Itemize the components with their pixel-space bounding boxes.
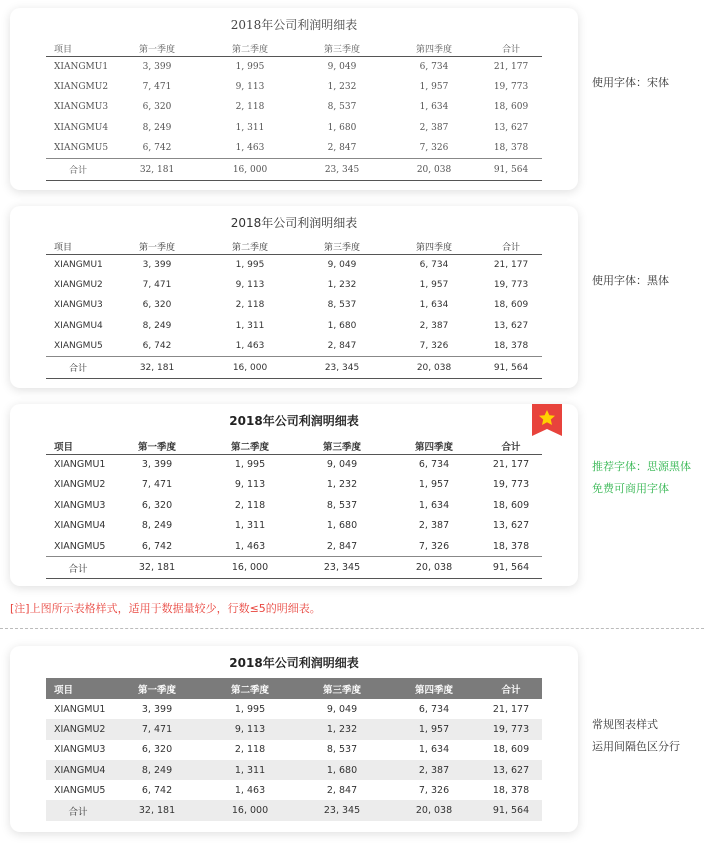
cell-value: 13, 627 (492, 520, 530, 532)
column-header: 合计 (501, 684, 521, 696)
table-row (46, 254, 542, 275)
cell-value: 7, 326 (418, 540, 450, 552)
row-label: XIANGMU3 (54, 499, 106, 511)
free-commercial-line: 免费可商用字体 (592, 482, 669, 495)
table-row (46, 118, 542, 139)
cell-value: 13, 627 (493, 320, 529, 331)
table-row (46, 780, 542, 800)
cell-value: 19, 773 (492, 479, 530, 491)
total-value: 16, 000 (231, 562, 269, 573)
total-value: 91, 564 (493, 164, 529, 175)
column-header: 项目 (54, 441, 74, 453)
cell-value: 2, 387 (418, 764, 450, 776)
total-value: 32, 181 (139, 362, 175, 373)
row-label: XIANGMU2 (54, 479, 106, 491)
column-header: 第三季度 (322, 441, 361, 453)
cell-value: 2, 118 (234, 744, 266, 756)
total-label: 合计 (68, 806, 88, 818)
column-header: 第四季度 (414, 441, 453, 453)
cell-value: 2, 847 (326, 784, 358, 796)
total-label: 合计 (68, 166, 87, 176)
cell-value: 6, 742 (142, 341, 172, 351)
cell-value: 18, 378 (492, 784, 530, 796)
total-value: 32, 181 (138, 562, 176, 573)
total-label: 合计 (68, 364, 87, 374)
total-value: 20, 038 (416, 164, 452, 175)
cell-value: 1, 680 (327, 320, 357, 331)
cell-value: 6, 320 (142, 300, 172, 311)
cell-value: 18, 609 (492, 499, 530, 511)
cell-value: 8, 249 (141, 520, 173, 532)
cell-value: 1, 232 (326, 479, 358, 491)
cell-value: 8, 249 (141, 764, 173, 776)
cell-value: 13, 627 (493, 122, 529, 133)
cell-value: 9, 113 (234, 723, 266, 735)
total-row (46, 800, 542, 821)
cell-value: 2, 118 (234, 499, 266, 511)
column-header: 第一季度 (137, 684, 176, 696)
cell-value: 1, 311 (234, 764, 266, 776)
total-value: 20, 038 (415, 805, 453, 817)
cell-value: 9, 049 (326, 703, 358, 715)
row-label: XIANGMU4 (54, 764, 106, 776)
header-row (46, 240, 542, 254)
cell-value: 1, 957 (419, 279, 449, 290)
cell-value: 6, 742 (141, 540, 173, 552)
table-title: 2018年公司利润明细表 (229, 656, 359, 670)
cell-value: 8, 537 (327, 102, 357, 113)
cell-value: 2, 118 (235, 300, 265, 311)
cell-value: 6, 734 (419, 61, 449, 72)
table-row (46, 699, 542, 719)
cell-value: 6, 320 (142, 102, 172, 113)
column-header: 第四季度 (414, 684, 453, 696)
cell-value: 1, 957 (418, 479, 450, 491)
total-label: 合计 (68, 563, 88, 575)
cell-value: 3, 399 (142, 259, 172, 270)
cell-value: 13, 627 (492, 764, 530, 776)
cell-value: 1, 680 (327, 122, 357, 133)
cell-value: 1, 463 (234, 784, 266, 796)
column-header: 第二季度 (230, 441, 269, 453)
cell-value: 3, 399 (141, 459, 173, 470)
total-value: 23, 345 (323, 562, 361, 573)
cell-value: 1, 634 (419, 102, 449, 113)
cell-value: 1, 634 (418, 499, 450, 511)
cell-value: 9, 049 (327, 61, 357, 72)
column-header: 项目 (54, 684, 74, 696)
cell-value: 2, 847 (326, 540, 358, 552)
profit-table (46, 438, 542, 579)
cell-value: 3, 399 (142, 61, 172, 72)
cell-value: 21, 177 (492, 459, 530, 470)
cell-value: 1, 232 (327, 81, 357, 92)
total-row (46, 557, 542, 579)
table-row (46, 475, 542, 496)
cell-value: 21, 177 (493, 61, 529, 72)
cell-value: 2, 847 (327, 143, 357, 153)
column-header: 第一季度 (138, 45, 175, 56)
cell-value: 18, 609 (493, 300, 529, 311)
total-value: 16, 000 (231, 805, 269, 817)
column-header: 合计 (501, 45, 520, 56)
band-line: 运用间隔色区分行 (592, 740, 680, 753)
cell-value: 7, 471 (142, 81, 172, 92)
cell-value: 1, 463 (235, 341, 265, 351)
cell-value: 9, 049 (326, 459, 358, 470)
table-row (46, 740, 542, 760)
total-value: 32, 181 (138, 805, 176, 817)
cell-value: 1, 232 (327, 279, 357, 290)
row-label: XIANGMU1 (54, 61, 109, 72)
row-label: XIANGMU1 (54, 259, 103, 270)
cell-value: 8, 249 (142, 320, 172, 331)
table-card-banded (10, 646, 578, 832)
cell-value: 8, 249 (142, 122, 172, 133)
cell-value: 1, 634 (418, 744, 450, 756)
row-label: XIANGMU2 (54, 723, 106, 735)
total-value: 32, 181 (139, 164, 175, 175)
row-label: XIANGMU2 (54, 279, 103, 290)
cell-value: 6, 320 (141, 744, 173, 756)
table-card-songti (10, 8, 578, 190)
cell-value: 6, 742 (142, 143, 172, 153)
cell-value: 1, 463 (234, 540, 266, 552)
cell-value: 9, 113 (234, 479, 266, 491)
cell-value: 1, 463 (235, 143, 265, 153)
total-value: 23, 345 (323, 805, 361, 817)
cell-value: 8, 537 (326, 744, 358, 756)
column-header: 第四季度 (415, 45, 452, 56)
row-label: XIANGMU4 (54, 520, 106, 532)
table-row (46, 454, 542, 475)
cell-value: 6, 734 (419, 259, 449, 270)
column-header: 第二季度 (231, 243, 268, 254)
table-row (46, 516, 542, 537)
cell-value: 18, 609 (492, 744, 530, 756)
column-header: 第二季度 (231, 45, 268, 56)
row-label: XIANGMU5 (54, 540, 106, 552)
cell-value: 7, 471 (141, 479, 173, 491)
cell-value: 1, 957 (419, 81, 449, 92)
total-value: 23, 345 (324, 362, 360, 373)
cell-value: 21, 177 (492, 703, 530, 715)
row-label: XIANGMU3 (54, 300, 103, 311)
cell-value: 1, 311 (234, 520, 266, 532)
recommend-font-line: 推荐字体：思源黑体 (592, 460, 691, 473)
row-label: XIANGMU5 (54, 784, 106, 796)
cell-value: 19, 773 (493, 81, 529, 92)
font-note-heiti: 使用字体：黑体 (592, 274, 669, 287)
cell-value: 9, 113 (235, 279, 265, 290)
total-row (46, 357, 542, 379)
row-label: XIANGMU3 (54, 102, 109, 113)
cell-value: 6, 734 (418, 459, 450, 470)
cell-value: 2, 387 (419, 320, 449, 331)
table-row (46, 495, 542, 516)
star-ribbon-icon (532, 404, 562, 436)
total-value: 91, 564 (492, 562, 530, 573)
font-note-songti: 使用字体：宋体 (592, 76, 669, 89)
total-row (46, 159, 542, 181)
table-row (46, 138, 542, 159)
style-note-banded (592, 714, 680, 758)
table-row (46, 760, 542, 780)
row-label: XIANGMU4 (54, 122, 109, 133)
cell-value: 1, 680 (326, 520, 358, 532)
cell-value: 1, 957 (418, 723, 450, 735)
total-value: 91, 564 (492, 805, 530, 817)
cell-value: 1, 311 (235, 320, 265, 331)
cell-value: 7, 326 (419, 143, 449, 153)
total-value: 20, 038 (415, 562, 453, 573)
table-row (46, 97, 542, 118)
cell-value: 1, 311 (235, 122, 265, 133)
table-row (46, 56, 542, 77)
cell-value: 2, 387 (418, 520, 450, 532)
cell-value: 1, 232 (326, 723, 358, 735)
header-row (46, 678, 542, 699)
cell-value: 7, 471 (141, 723, 173, 735)
table-card-heiti (10, 206, 578, 388)
cell-value: 1, 634 (419, 300, 449, 311)
cell-value: 8, 537 (327, 300, 357, 311)
table-card-recommended (10, 404, 578, 586)
profit-table (46, 240, 542, 379)
row-label: XIANGMU3 (54, 744, 106, 756)
column-header: 第三季度 (323, 243, 360, 254)
row-label: XIANGMU4 (54, 320, 103, 331)
column-header: 项目 (54, 243, 73, 254)
row-label: XIANGMU5 (54, 143, 109, 153)
table-row (46, 316, 542, 337)
table-row (46, 336, 542, 357)
cell-value: 7, 326 (419, 341, 449, 351)
cell-value: 2, 387 (419, 122, 449, 133)
remark-text: [注]上图所示表格样式，适用于数据量较少，行数≤5的明细表。 (10, 602, 321, 615)
total-value: 16, 000 (232, 164, 268, 175)
dashed-divider (0, 628, 704, 629)
total-value: 23, 345 (324, 164, 360, 175)
cell-value: 18, 609 (493, 102, 529, 113)
total-value: 16, 000 (232, 362, 268, 373)
cell-value: 7, 471 (142, 279, 172, 290)
style-line: 常规图表样式 (592, 718, 658, 731)
cell-value: 1, 680 (326, 764, 358, 776)
column-header: 第三季度 (322, 684, 361, 696)
row-label: XIANGMU5 (54, 341, 103, 351)
row-label: XIANGMU1 (54, 703, 106, 715)
header-row (46, 438, 542, 454)
total-value: 20, 038 (416, 362, 452, 373)
cell-value: 18, 378 (493, 143, 529, 153)
table-row (46, 275, 542, 296)
cell-value: 9, 049 (327, 259, 357, 270)
cell-value: 8, 537 (326, 499, 358, 511)
profit-table (46, 678, 542, 821)
table-title: 2018年公司利润明细表 (229, 414, 359, 428)
cell-value: 1, 995 (235, 61, 265, 72)
cell-value: 19, 773 (493, 279, 529, 290)
column-header: 合计 (501, 243, 520, 254)
table-row (46, 719, 542, 739)
column-header: 项目 (54, 45, 73, 56)
table-row (46, 536, 542, 557)
header-row (46, 42, 542, 56)
column-header: 第四季度 (415, 243, 452, 254)
column-header: 第三季度 (323, 45, 360, 56)
cell-value: 19, 773 (492, 723, 530, 735)
cell-value: 9, 113 (235, 81, 265, 92)
cell-value: 6, 734 (418, 703, 450, 715)
cell-value: 18, 378 (493, 341, 529, 351)
font-note-recommended (592, 456, 691, 500)
table-title: 2018年公司利润明细表 (230, 18, 358, 32)
column-header: 第二季度 (230, 684, 269, 696)
row-label: XIANGMU2 (54, 81, 109, 92)
column-header: 第一季度 (137, 441, 176, 453)
cell-value: 1, 995 (235, 259, 265, 270)
cell-value: 6, 742 (141, 784, 173, 796)
table-title: 2018年公司利润明细表 (230, 216, 358, 230)
cell-value: 1, 995 (234, 459, 266, 470)
cell-value: 7, 326 (418, 784, 450, 796)
cell-value: 2, 847 (327, 341, 357, 351)
table-row (46, 295, 542, 316)
cell-value: 2, 118 (235, 102, 265, 113)
cell-value: 1, 995 (234, 703, 266, 715)
cell-value: 3, 399 (141, 703, 173, 715)
column-header: 第一季度 (138, 243, 175, 254)
cell-value: 21, 177 (493, 259, 529, 270)
cell-value: 18, 378 (492, 540, 530, 552)
cell-value: 6, 320 (141, 499, 173, 511)
row-label: XIANGMU1 (54, 459, 106, 470)
column-header: 合计 (501, 441, 521, 453)
total-value: 91, 564 (493, 362, 529, 373)
profit-table (46, 42, 542, 181)
table-row (46, 77, 542, 98)
